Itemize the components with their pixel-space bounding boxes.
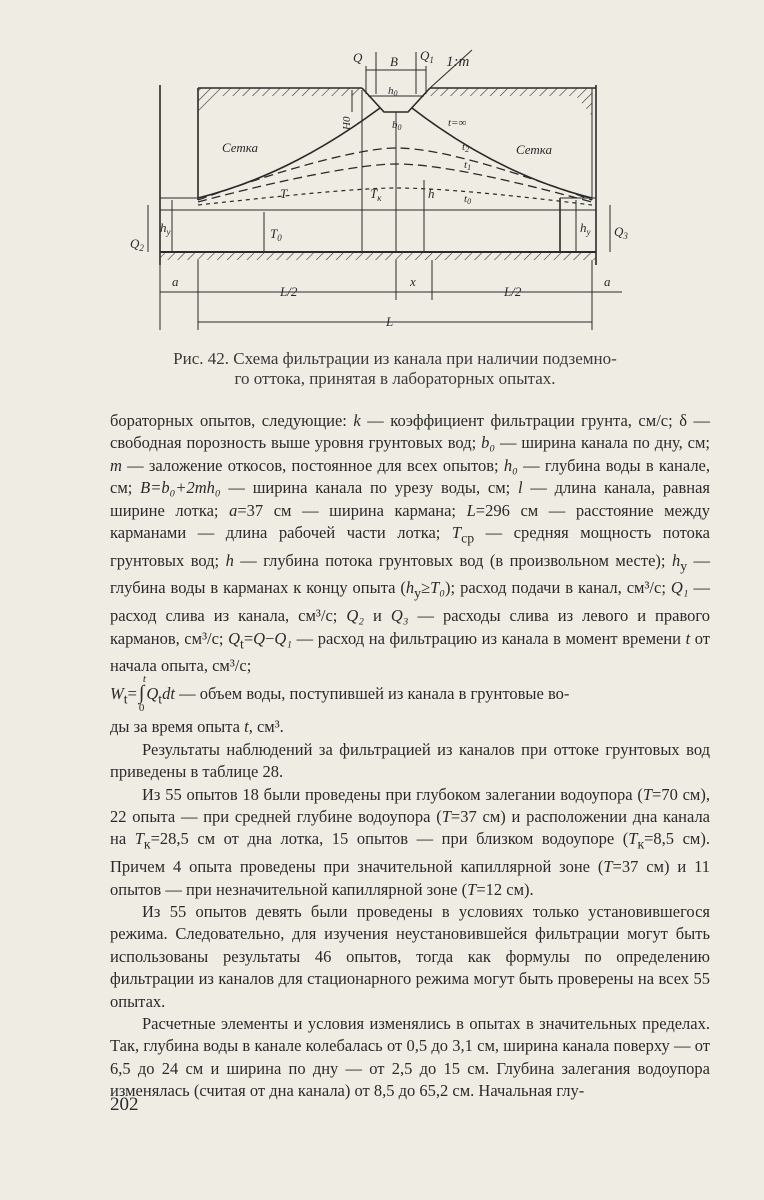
soil-hatch-right	[430, 88, 592, 96]
paragraph-ranges: Расчетные элементы и условия изменялись в опытах в значительных пределах. Так, глубина воды в канале колебалась от 0,5 до 3,1 см, ширина канала поверху — от 6,5 до 24 см и ширина по дну — от 2,5 до 15 см. Глубина залегания водоупора изменялась (считая от дна канала) от 8,5 до 65,2 см. Начальная глу-	[110, 1013, 710, 1101]
label-l2-left: L/2	[280, 284, 298, 299]
paragraph-definitions: бораторных опытов, следующие: k — коэффициент фильтрации грунта, см/с; δ — свободная порозность выше уровня грунтовых вод; b₀ — ширина канала по дну, см; m — заложение откосов, постоянное для всех опытов; h₀ — глубина воды в канале, см; B=b₀+2mh₀ — ширина канала по урезу воды, см; l — длина канала, равная ширине лотка; a=37 см — ширина кармана; L=296 см — расстояние между карманами — длина рабочей части лотка; $T_{ср}$ — средняя мощность потока грунтовых вод; h — глубина потока грунтовых вод (в произвольном месте); $h_y$ — глубина воды в карманах к концу опыта $(h_y\ge T_0)$; расход подачи в канал, см³/с; Q₁ — расход слива из канала, см³/с; Q₂ и Q₃ — расходы слива из левого и правого карманов, см³/с; $Q_t=Q-Q_1$ — расход на фильтрацию из канала в момент времени t от начала опыта, см³/с;	[110, 411, 711, 676]
soil-hatch-left	[198, 88, 362, 96]
wall-hatch-right	[576, 96, 592, 116]
page-number: 202	[110, 1094, 139, 1115]
label-t0: t0	[464, 193, 472, 206]
label-a-right: a	[604, 274, 611, 289]
label-b: B	[390, 54, 398, 69]
caption-line-1: Рис. 42. Схема фильтрации из канала при наличии подземно-	[173, 349, 617, 368]
label-q-in: Q	[353, 50, 363, 65]
figure-caption	[110, 349, 680, 389]
label-t: T	[280, 186, 288, 201]
label-t1: t1	[464, 159, 472, 172]
label-q2: $Q_2$	[130, 236, 144, 253]
label-hy-left: $h_y$	[160, 220, 171, 237]
seepage-curve-t1	[198, 164, 592, 202]
label-tk: $T_к$	[370, 186, 382, 203]
label-l2-right: L/2	[504, 284, 522, 299]
label-setka-right: Сетка	[516, 142, 553, 157]
label-x: x	[410, 274, 416, 289]
label-h0-top: h0	[388, 85, 398, 98]
label-q1: $Q_1$	[420, 48, 434, 65]
label-t0-level: $T_0$	[270, 226, 282, 243]
label-a-left: a	[172, 274, 179, 289]
paragraph-steady-state: Из 55 опытов девять были проведены в условиях только установившегося режима. Следовательно, для изучения неустановившейся фильтрации могут быть использованы результаты 46 опытов, тогда как формулы по определению фильтрации из каналов для стационарного режима могут быть проверены на всех 55 опытах.	[110, 901, 710, 1011]
bottom-hatch	[160, 252, 596, 260]
seepage-curve-t0	[198, 188, 592, 205]
label-q3: $Q_3$	[614, 224, 628, 241]
body-text	[110, 410, 710, 1103]
label-hy-right: $h_y$	[580, 220, 591, 237]
label-h: h	[428, 186, 435, 201]
seepage-curve-t-inf-right	[412, 108, 592, 198]
caption-line-2: го оттока, принятая в лабораторных опытах.	[234, 369, 556, 388]
filtration-scheme-diagram	[130, 30, 630, 350]
paragraph-experiments: Из 55 опытов 18 были проведены при глубоком залегании водоупора (T=70 см), 22 опыта — при средней глубине водоупора (T=37 см) и расположении дна канала на $T_к=28,5$ см от дна лотка, 15 опытов — при близком водоупоре ($T_к=8,5$ см). Причем 4 опыта проведены при значительной капиллярной зоне (T=37 см) и 11 опытов — при незначительной капиллярной зоне (T=12 см).	[110, 784, 711, 899]
label-h0-vertical: H0	[341, 116, 353, 130]
label-b0: b0	[392, 119, 402, 132]
label-t-infinity: t=∞	[448, 117, 467, 129]
label-setka-left: Сетка	[222, 140, 259, 155]
filtration-scheme-figure	[130, 30, 630, 350]
label-l: L	[386, 314, 394, 329]
paragraph-definitions-end: ды за время опыта t, см³.	[110, 717, 284, 737]
wall-hatch-left	[198, 96, 214, 116]
integral-sign: t ∫ 0	[138, 672, 146, 714]
paragraph-results: Результаты наблюдений за фильтрацией из каналов при оттоке грунтовых вод приведены в таблице 28.	[110, 739, 710, 782]
label-slope: 1:m	[446, 54, 470, 70]
label-t2: t2	[462, 141, 470, 154]
formula-line: $W_t=$ t ∫ 0 $Q_tdt$ — объем воды, поступившей из канала в грунтовые во-	[110, 672, 570, 714]
